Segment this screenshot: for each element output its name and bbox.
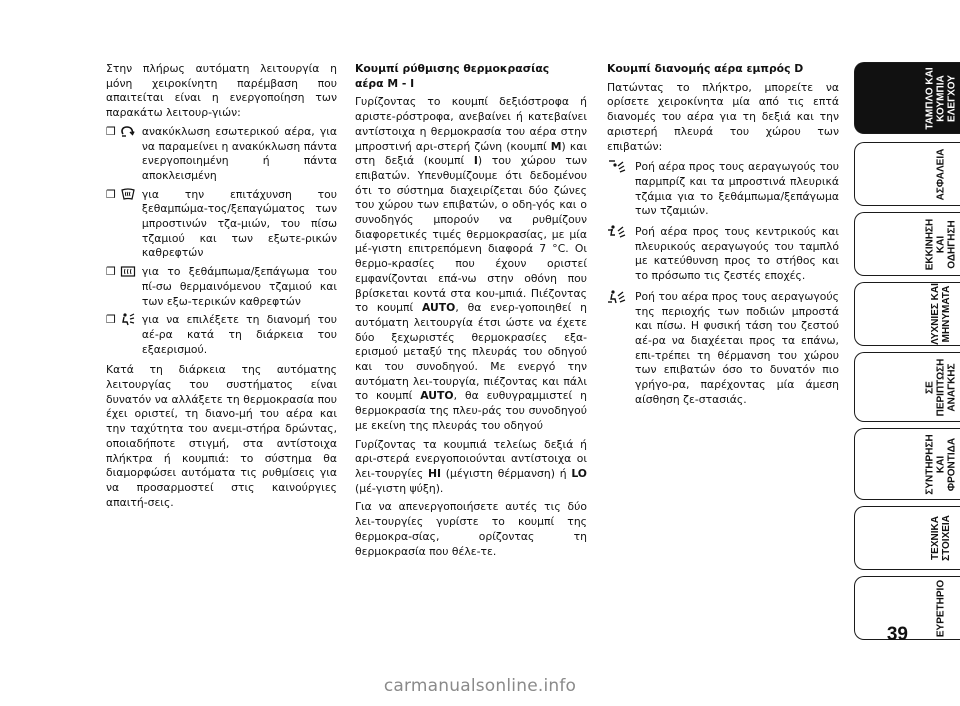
list-item-text: για την επιτάχυνση του ξεθαμπώμα-τος/ξεπαγώματος των μπροστινών τζα-μιών, του πίσω τζαμιού και των εξωτε-ρικών καθρεφτών: [141, 187, 337, 260]
temperature-knob-heading: [355, 62, 587, 91]
distribution-item-text: Ροή αέρα προς τους αεραγωγούς του παρμπρίζ και τα μπροστινά πλευρικά τζάμια για το ξεθάμπωμα/ξεπάγωμα των τζαμιών.: [635, 160, 839, 218]
airflow-feet-icon: [607, 290, 627, 303]
intro-paragraph: Στην πλήρως αυτόματη λειτουργία η μόνη χειροκίνητη παρέμβαση που απαιτείται είναι η ενεργοποίηση των παρακάτω λειτουρ-γιών:: [106, 62, 337, 120]
tab-dashboard-controls[interactable]: [854, 62, 960, 134]
airflow-windscreen-icon: [607, 160, 627, 173]
text-run: (μέγιστη θέρμανση) ή: [441, 466, 572, 480]
tab-label: ΤΑΜΠΛΟ ΚΑΙ ΚΟΥΜΠΙΑ ΕΛΕΓΧΟΥ: [924, 66, 958, 130]
auto-button-label: AUTO: [420, 389, 454, 403]
tab-safety[interactable]: [854, 142, 960, 206]
page-number: 39: [886, 624, 908, 645]
list-item: [106, 265, 337, 309]
text-run: Γυρίζοντας το κουμπί δεξιόστροφα ή αριστε-ρόστροφα, ανεβαίνει ή κατεβαίνει αντίστοιχα η θερμοκρασία του αέρα στην μπροστινή αρι-στερή ζώνη (κουμπί: [355, 95, 587, 153]
temperature-paragraph-1: [355, 95, 587, 433]
knob-m-label: M: [550, 139, 562, 153]
tab-label: ΕΚΚΙΝΗΣΗ ΚΑΙ ΟΔΗΓΗΣΗ: [924, 218, 958, 270]
tab-lights-messages[interactable]: [854, 282, 960, 346]
text-run: Γυρίζοντας τα κουμπιά τελείως δεξιά ή αρι-στερά ενεργοποιούνται αντίστοιχα οι λει-τουργίες: [355, 437, 587, 480]
distribution-item-text: Ροή αέρα προς τους κεντρικούς και πλευρικούς αεραγωγούς του ταμπλό με κατεύθυνση προς το στήθος και το πρόσωπο τις ζεστές εποχές.: [635, 225, 839, 283]
air-distribution-intro: Πατώντας το πλήκτρο, μπορείτε να ορίσετε χειροκίνητα μία από τις επτά διανομές του αέρα για τη δεξιά και την αριστερή πλευρά του χώρου των επιβατών:: [607, 80, 839, 153]
distribution-item: [607, 160, 839, 219]
air-distribution-heading: Κουμπί διανομής αέρα εμπρός D: [607, 62, 804, 75]
tab-label: ΕΥΡΕΤΗΡΙΟ: [935, 579, 947, 637]
list-item-text: ανακύκλωση εσωτερικού αέρα, για να παραμείνει η ανακύκλωση πάντα ενεργοποιημένη ή πάντα αποκλεισμένη: [141, 124, 337, 182]
column-1: [106, 62, 337, 514]
list-item: [106, 125, 337, 184]
distribution-item: [607, 225, 839, 284]
temperature-paragraph-3: Για να απενεργοποιήσετε αυτές τις δύο λει-τουργίες γυρίστε το κουμπί της θερμοκρα-σίας, ορίζοντας τη θερμοκρασία που θέλε-τε.: [355, 500, 587, 558]
outro-paragraph: Κατά τη διάρκεια της αυτόματης λειτουργίας του συστήματος είναι δυνατόν να αλλάξετε τη θερμοκρασία που έχει οριστεί, τη διανο-μή του αέρα και την ταχύτητα του ανεμι-στήρα δρώντας, οποιαδήποτε στιγμή, στα αντίστοιχα πλήκτρα ή κουμπιά: το σύστημα θα διαμορφώσει αυτόματα τις ρυθμίσεις για να προσαρμοστεί στις καινούργιες απαιτή-σεις.: [106, 363, 337, 509]
rear-window-defrost-icon: [120, 265, 136, 278]
heading-line-1: Κουμπί ρύθμισης θερμοκρασίας: [355, 62, 550, 75]
recirculation-icon: [120, 125, 136, 138]
tab-label: ΣΥΝΤΗΡΗΣΗ ΚΑΙ ΦΡΟΝΤΙΔΑ: [924, 433, 958, 495]
heading-line-2: αέρα M - I: [355, 76, 415, 90]
auto-button-label: AUTO: [422, 301, 456, 315]
checkbox-bullet: ❒: [106, 187, 116, 201]
text-run: (μέ-γιστη ψύξη).: [355, 481, 444, 495]
hi-label: HI: [427, 466, 442, 480]
checkbox-bullet: ❒: [106, 265, 116, 279]
tab-emergency[interactable]: [854, 352, 960, 422]
air-distribution-icon: [120, 313, 136, 326]
tab-label: ΣΕ ΠΕΡΙΠΤΩΣΗ ΑΝΑΓΚΗΣ: [924, 358, 958, 416]
tab-label: ΤΕΧΝΙΚΑ ΣΤΟΙΧΕΙΑ: [930, 515, 952, 561]
tab-label: ΑΣΦΑΛΕΙΑ: [935, 148, 947, 200]
tab-technical-data[interactable]: [854, 506, 960, 570]
front-windscreen-defrost-icon: [120, 188, 136, 201]
distribution-item: [607, 290, 839, 408]
column-3: [607, 62, 839, 413]
knob-i-label: I: [473, 154, 478, 168]
distribution-item-text: Ροή του αέρα προς τους αεραγωγούς της περιοχής των ποδιών μπροστά και πίσω. Η φυσική τάση του ζεστού αέ-ρα να διαχέεται προς τα επάνω, επι-τρέπει τη θέρμανση του χώρου των επιβατών όσο το δυνατόν πιο γρήγο-ρα, παρέχοντας μία άμεση αίσθηση ζε-στασιάς.: [635, 289, 839, 406]
tab-starting-driving[interactable]: [854, 212, 960, 276]
list-item: [106, 313, 337, 357]
checkbox-bullet: ❒: [106, 124, 116, 138]
text-run: ) του χώρου των επιβατών. Υπενθυμίζουμε ότι δεδομένου ότι το σύστημα διαχειρίζεται δύο ζώνες του χώρου των επιβατών, ο οδη-γός και ο συνοδηγός μπορούν να ρυθμίζουν διαφορετικές τιμές θερμοκρασίας, με μία μέ-γιστη επιτρεπόμενη διαφορά 7 °C. Οι θερμο-κρασίες που έχουν οριστεί εμφανίζονται επά-νω στην οθόνη που βρίσκεται κοντά στα κου-μπιά. Πιέζοντας το κουμπί: [355, 154, 587, 315]
text-run: , θα ενερ-γοποιηθεί η αυτόματη λειτουργία έτσι ώστε να έχετε δύο ξεχωριστές θερμοκρασίες εξα-ερισμού μεταξύ της πλευράς του οδηγού και του συνοδηγού. Με ενεργό την αυτόματη λει-τουργία, πιέζοντας και πάλι το κουμπί: [355, 301, 587, 403]
airflow-face-icon: [607, 225, 627, 238]
tab-label: ΛΥΧΝΙΕΣ ΚΑΙ ΜΗΝΥΜΑΤΑ: [930, 283, 952, 345]
list-item: [106, 188, 337, 262]
list-item-text: για το ξεθάμπωμα/ξεπάγωμα του πί-σω θερμαινόμενου τζαμιού και των εξω-τερικών καθρεφτών: [141, 265, 337, 308]
watermark-text: carmanualsonline.info: [383, 676, 577, 696]
list-item-text: για να επιλέξετε τη διανομή του αέ-ρα κατά τη διάρκεια του εξαερισμού.: [141, 313, 337, 356]
temperature-paragraph-2: [355, 438, 587, 497]
lo-label: LO: [571, 466, 587, 480]
text-run: , θα ευθυγραμμιστεί η θερμοκρασία της πλευ-ράς του συνοδηγού με εκείνη της πλευράς του οδηγού: [355, 389, 587, 432]
column-2: [355, 62, 587, 563]
text-run: ) και στη δεξιά (κουμπί: [355, 139, 587, 168]
tab-maintenance-care[interactable]: [854, 428, 960, 500]
checkbox-bullet: ❒: [106, 313, 116, 327]
